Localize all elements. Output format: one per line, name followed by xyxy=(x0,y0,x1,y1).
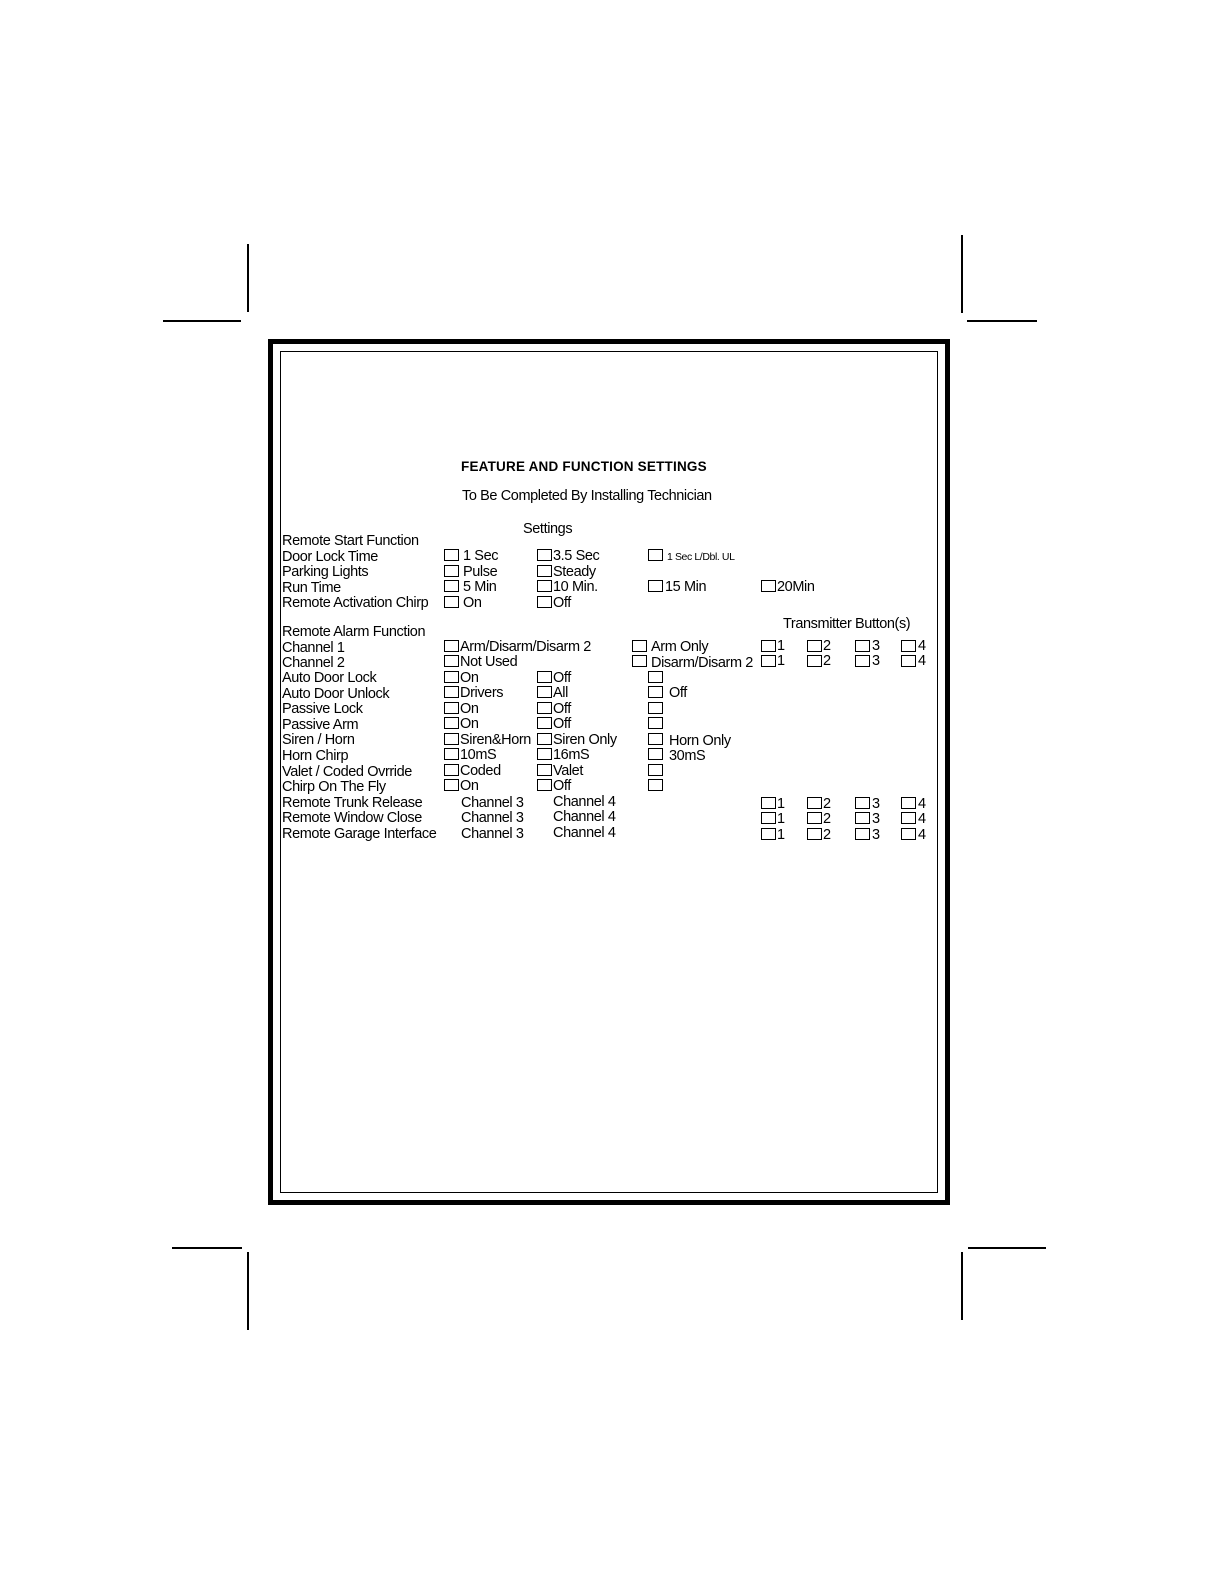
row-label: Remote Window Close xyxy=(282,810,422,826)
checkbox[interactable] xyxy=(648,580,663,592)
row-label: Run Time xyxy=(282,580,341,596)
checkbox[interactable] xyxy=(537,779,552,791)
settings-header: Settings xyxy=(523,521,573,537)
checkbox[interactable] xyxy=(807,655,822,667)
checkbox[interactable] xyxy=(648,717,663,729)
checkbox[interactable] xyxy=(855,640,870,652)
checkbox[interactable] xyxy=(537,596,552,608)
checkbox[interactable] xyxy=(537,671,552,683)
row-label: Passive Lock xyxy=(282,701,363,717)
button-number: 3 xyxy=(872,638,880,654)
option-label: 16mS xyxy=(553,747,590,763)
checkbox[interactable] xyxy=(537,549,552,561)
option-label: Not Used xyxy=(460,654,518,670)
option-label: 1 Sec xyxy=(463,548,499,564)
checkbox[interactable] xyxy=(444,549,459,561)
checkbox[interactable] xyxy=(444,580,459,592)
checkbox[interactable] xyxy=(444,748,459,760)
section-remote-alarm: Remote Alarm Function xyxy=(282,624,426,640)
option-label: All xyxy=(553,685,568,701)
checkbox[interactable] xyxy=(444,671,459,683)
checkbox[interactable] xyxy=(648,748,663,760)
checkbox[interactable] xyxy=(444,779,459,791)
option-label: On xyxy=(460,778,479,794)
checkbox[interactable] xyxy=(901,797,916,809)
button-number: 4 xyxy=(918,638,926,654)
checkbox[interactable] xyxy=(537,686,552,698)
option-label: Arm/Disarm/Disarm 2 xyxy=(460,639,591,655)
option-label: Drivers xyxy=(460,685,504,701)
option-label: Channel 3 xyxy=(461,826,524,842)
option-label: Channel 4 xyxy=(553,794,616,810)
page-subtitle: To Be Completed By Installing Technician xyxy=(462,488,712,504)
row-label: Auto Door Unlock xyxy=(282,686,390,702)
checkbox[interactable] xyxy=(901,640,916,652)
button-number: 1 xyxy=(777,811,785,827)
option-label: Pulse xyxy=(463,564,498,580)
option-label: Coded xyxy=(460,763,501,779)
button-number: 2 xyxy=(823,796,831,812)
checkbox[interactable] xyxy=(761,580,776,592)
option-label: 3.5 Sec xyxy=(553,548,600,564)
crop-mark xyxy=(961,235,963,313)
checkbox[interactable] xyxy=(901,828,916,840)
row-label: Passive Arm xyxy=(282,717,359,733)
option-label: On xyxy=(460,670,479,686)
row-label: Remote Activation Chirp xyxy=(282,595,429,611)
checkbox[interactable] xyxy=(648,764,663,776)
checkbox[interactable] xyxy=(444,565,459,577)
option-label: Disarm/Disarm 2 xyxy=(651,655,753,671)
option-label: Steady xyxy=(553,564,596,580)
button-number: 1 xyxy=(777,653,785,669)
crop-mark xyxy=(961,1252,963,1320)
option-label: 5 Min xyxy=(463,579,497,595)
button-number: 1 xyxy=(777,827,785,843)
row-label: Channel 2 xyxy=(282,655,345,671)
checkbox[interactable] xyxy=(537,733,552,745)
option-label: Siren&Horn xyxy=(460,732,531,748)
checkbox[interactable] xyxy=(444,764,459,776)
option-label: Channel 3 xyxy=(461,795,524,811)
checkbox[interactable] xyxy=(648,549,663,561)
checkbox[interactable] xyxy=(761,640,776,652)
row-label: Chirp On The Fly xyxy=(282,779,386,795)
button-number: 2 xyxy=(823,827,831,843)
button-number: 4 xyxy=(918,796,926,812)
row-label: Parking Lights xyxy=(282,564,369,580)
checkbox[interactable] xyxy=(648,733,663,745)
option-label: Channel 4 xyxy=(553,809,616,825)
option-label: Arm Only xyxy=(651,639,709,655)
checkbox[interactable] xyxy=(537,565,552,577)
checkbox[interactable] xyxy=(761,655,776,667)
checkbox[interactable] xyxy=(444,640,459,652)
button-number: 3 xyxy=(872,796,880,812)
checkbox[interactable] xyxy=(537,702,552,714)
option-label: Off xyxy=(553,716,571,732)
option-label: 10 Min. xyxy=(553,579,598,595)
option-label: 20Min xyxy=(777,579,815,595)
crop-mark xyxy=(247,244,249,312)
button-number: 4 xyxy=(918,811,926,827)
checkbox[interactable] xyxy=(444,655,459,667)
checkbox[interactable] xyxy=(648,779,663,791)
row-label: Auto Door Lock xyxy=(282,670,377,686)
button-number: 1 xyxy=(777,796,785,812)
checkbox[interactable] xyxy=(901,812,916,824)
checkbox[interactable] xyxy=(537,764,552,776)
crop-mark xyxy=(967,320,1037,322)
checkbox[interactable] xyxy=(855,828,870,840)
option-label: Off xyxy=(669,685,687,701)
checkbox[interactable] xyxy=(632,640,647,652)
option-label: 30mS xyxy=(669,748,706,764)
page-title: FEATURE AND FUNCTION SETTINGS xyxy=(461,459,707,474)
button-number: 3 xyxy=(872,827,880,843)
checkbox[interactable] xyxy=(807,797,822,809)
transmitter-header: Transmitter Button(s) xyxy=(783,616,911,632)
checkbox[interactable] xyxy=(444,717,459,729)
checkbox[interactable] xyxy=(855,812,870,824)
checkbox[interactable] xyxy=(537,748,552,760)
row-label: Channel 1 xyxy=(282,640,345,656)
option-label: Off xyxy=(553,595,571,611)
checkbox[interactable] xyxy=(537,717,552,729)
option-label: Off xyxy=(553,778,571,794)
checkbox[interactable] xyxy=(807,828,822,840)
button-number: 3 xyxy=(872,653,880,669)
option-label: On xyxy=(460,716,479,732)
row-label: Remote Garage Interface xyxy=(282,826,437,842)
crop-mark xyxy=(968,1247,1046,1249)
checkbox[interactable] xyxy=(807,640,822,652)
option-label: Horn Only xyxy=(669,733,731,749)
checkbox[interactable] xyxy=(444,702,459,714)
option-label: 10mS xyxy=(460,747,497,763)
checkbox[interactable] xyxy=(761,812,776,824)
checkbox[interactable] xyxy=(901,655,916,667)
checkbox[interactable] xyxy=(761,797,776,809)
row-label: Valet / Coded Ovrride xyxy=(282,764,412,780)
row-label: Horn Chirp xyxy=(282,748,349,764)
checkbox[interactable] xyxy=(855,797,870,809)
option-label: On xyxy=(460,701,479,717)
checkbox[interactable] xyxy=(648,686,663,698)
checkbox[interactable] xyxy=(648,702,663,714)
checkbox[interactable] xyxy=(444,596,459,608)
option-label: Valet xyxy=(553,763,583,779)
crop-mark xyxy=(172,1247,242,1249)
option-label: 1 Sec L/Dbl. UL xyxy=(667,551,735,563)
button-number: 2 xyxy=(823,811,831,827)
button-number: 4 xyxy=(918,653,926,669)
checkbox[interactable] xyxy=(632,655,647,667)
checkbox[interactable] xyxy=(444,686,459,698)
button-number: 3 xyxy=(872,811,880,827)
option-label: Off xyxy=(553,701,571,717)
row-label: Siren / Horn xyxy=(282,732,355,748)
button-number: 2 xyxy=(823,638,831,654)
option-label: On xyxy=(463,595,482,611)
section-remote-start: Remote Start Function xyxy=(282,533,419,549)
crop-mark xyxy=(163,320,241,322)
option-label: Siren Only xyxy=(553,732,617,748)
checkbox[interactable] xyxy=(648,671,663,683)
button-number: 1 xyxy=(777,638,785,654)
option-label: Channel 4 xyxy=(553,825,616,841)
checkbox[interactable] xyxy=(855,655,870,667)
crop-mark xyxy=(247,1252,249,1330)
checkbox[interactable] xyxy=(761,828,776,840)
row-label: Door Lock Time xyxy=(282,549,378,565)
row-label: Remote Trunk Release xyxy=(282,795,423,811)
checkbox[interactable] xyxy=(444,733,459,745)
option-label: Channel 3 xyxy=(461,810,524,826)
option-label: 15 Min xyxy=(665,579,707,595)
checkbox[interactable] xyxy=(807,812,822,824)
option-label: Off xyxy=(553,670,571,686)
button-number: 2 xyxy=(823,653,831,669)
checkbox[interactable] xyxy=(537,580,552,592)
button-number: 4 xyxy=(918,827,926,843)
